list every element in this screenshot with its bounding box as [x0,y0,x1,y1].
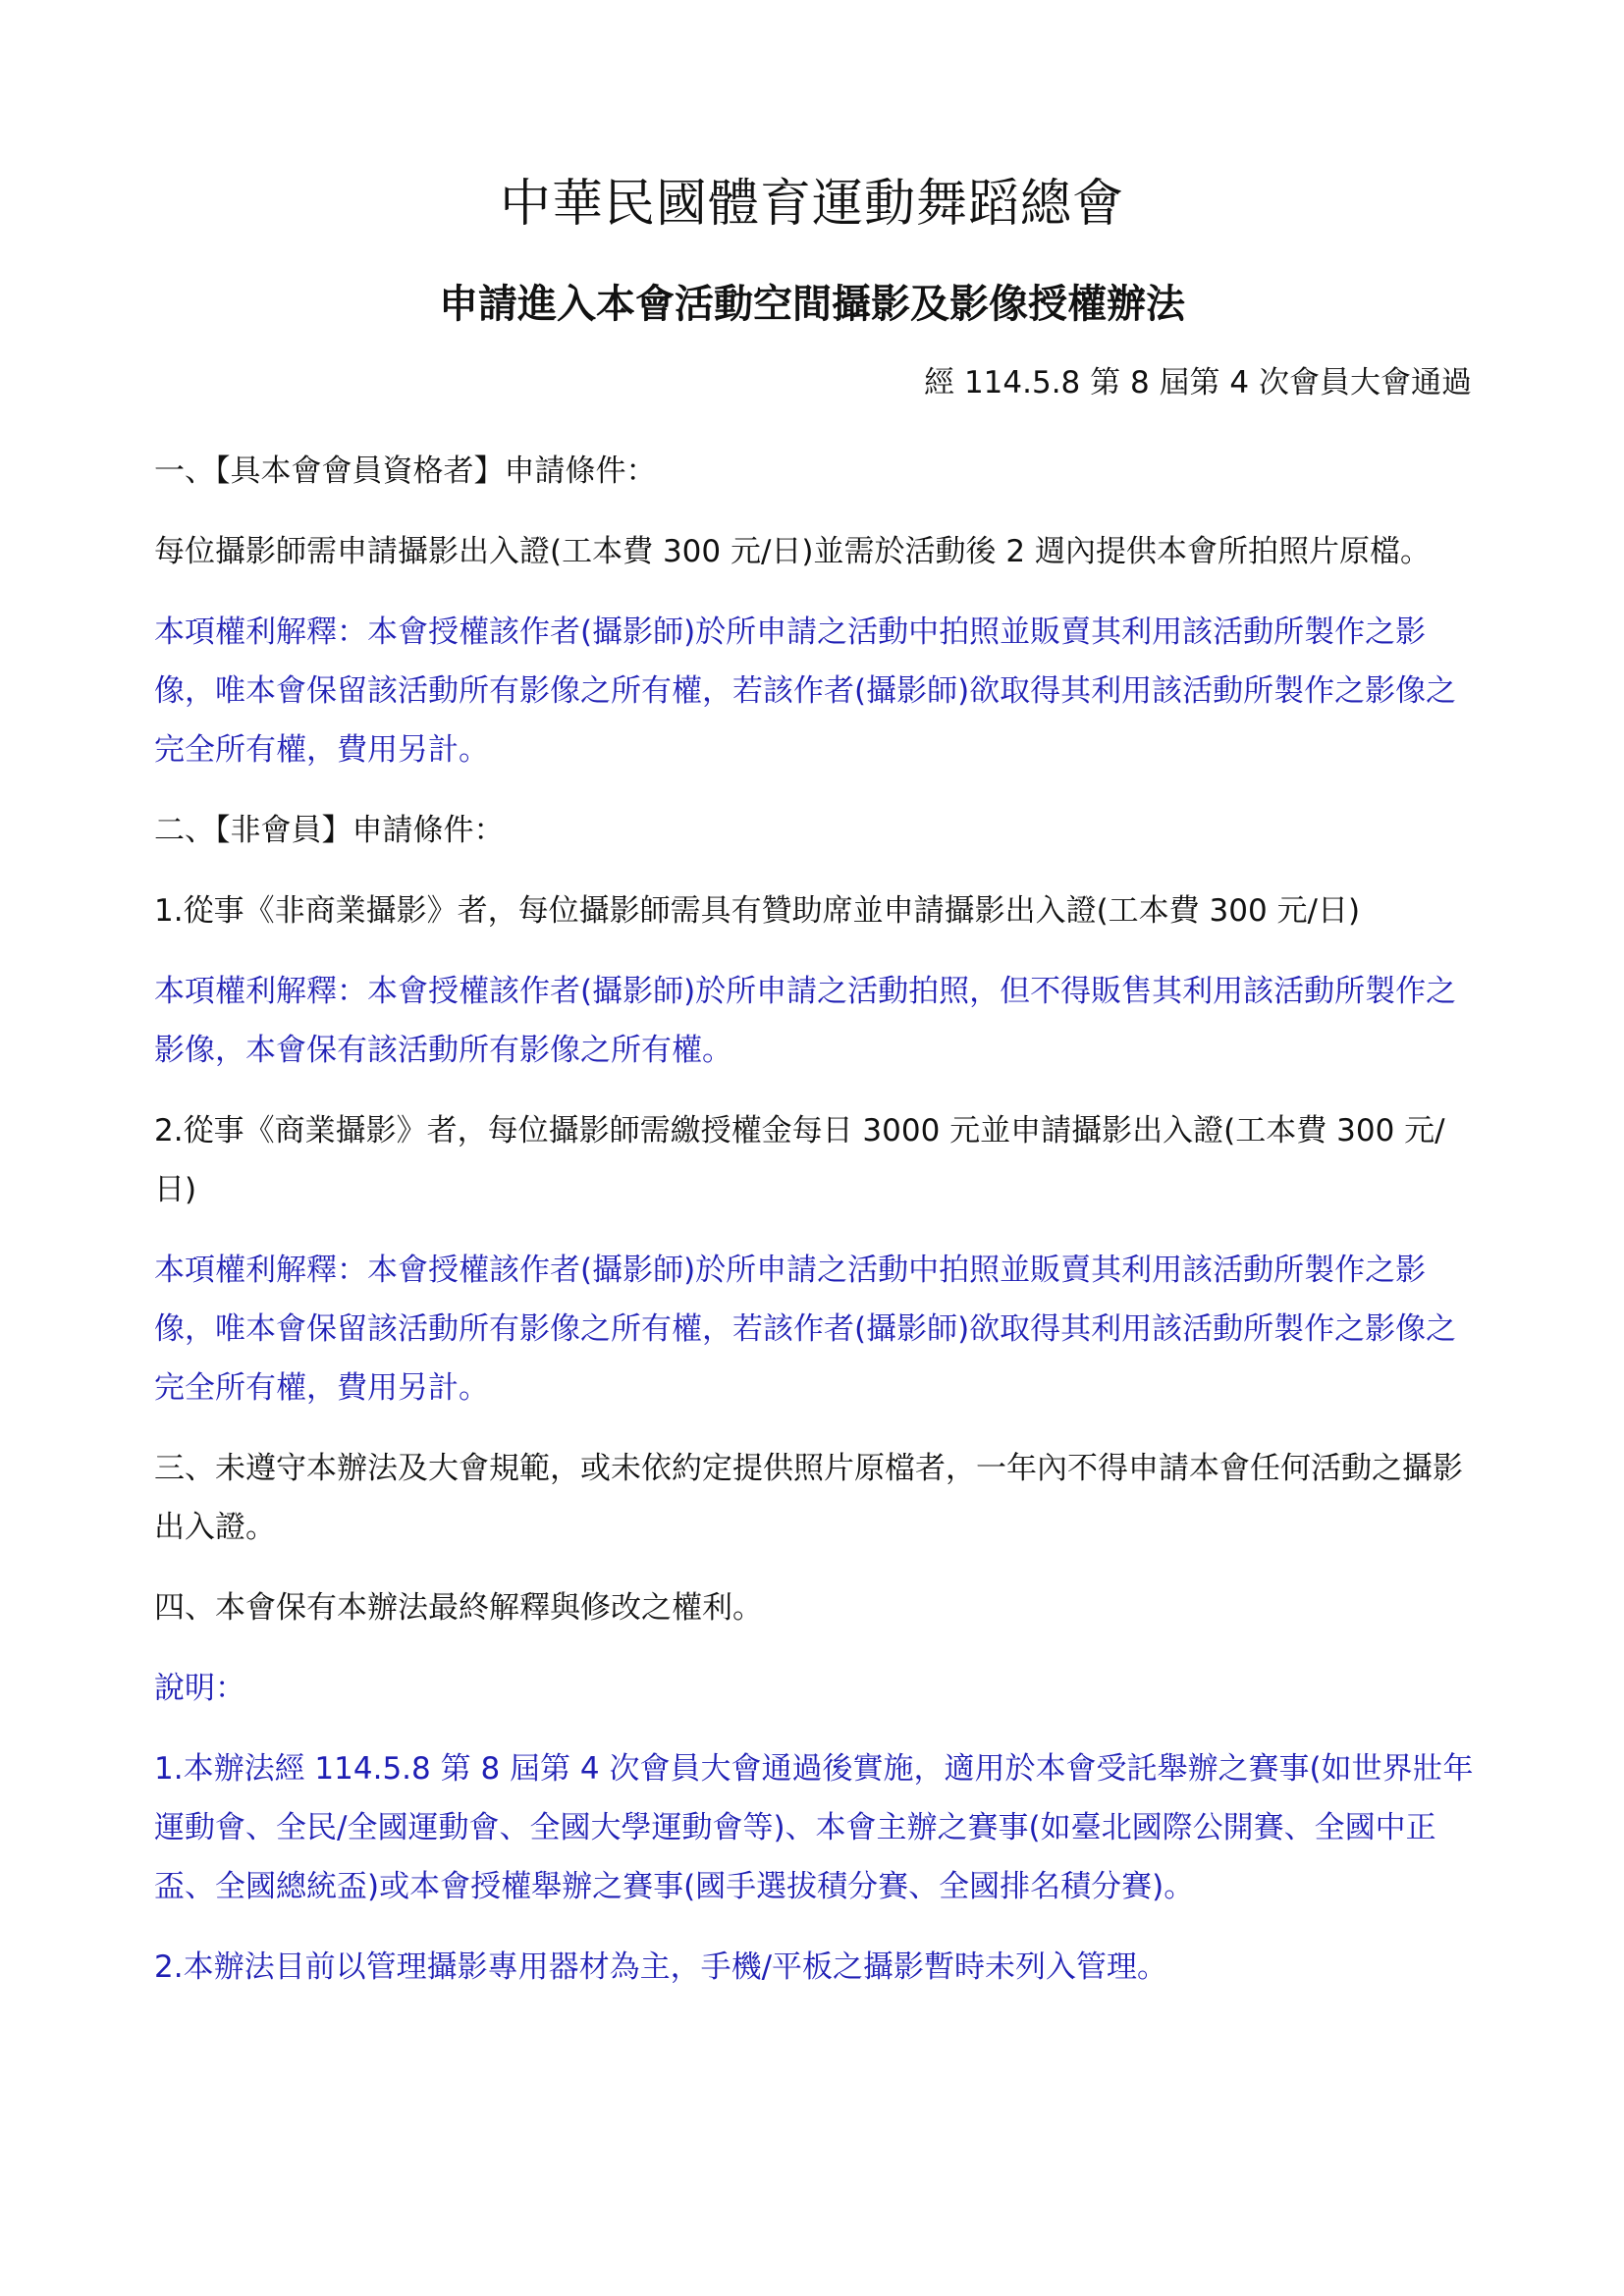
section-1-heading: 一、【具本會會員資格者】申請條件： [154,454,657,489]
note-1: 1.本辦法經 114.5.8 第 8 屆第 4 次會員大會通過後實施，適用於本會受託舉辦之賽事(如世界壯年運動會、全民/全國運動會、全國大學運動會等)、本會主辦之賽事(如臺北國際公開賽、全國中正盃、全國總統盃)或本會授權舉辦之賽事(國手選拔積分賽、全國排名積分賽)。 [154,1751,1474,1904]
note-2: 2.本辦法目前以管理攝影專用器材為主，手機/平板之攝影暫時未列入管理。 [154,1949,1168,1985]
document-body [154,442,1480,2018]
notes-heading: 說明： [154,1671,245,1706]
document-subtitle: 申請進入本會活動空間攝影及影像授權辦法 [439,282,1185,327]
section-1-rights-explanation: 本項權利解釋：本會授權該作者(攝影師)於所申請之活動中拍照並販賣其利用該活動所製作之影像，唯本會保留該活動所有影像之所有權，若該作者(攝影師)欲取得其利用該活動所製作之影像之完全所有權，費用另計。 [154,614,1457,768]
section-4-rule: 四、本會保有本辦法最終解釋與修改之權利。 [154,1590,763,1626]
document-title: 中華民國體育運動舞蹈總會 [499,175,1124,234]
section-1-condition: 每位攝影師需申請攝影出入證(工本費 300 元/日)並需於活動後 2 週內提供本會所拍照片原檔。 [154,534,1431,569]
approval-note: 經 114.5.8 第 8 屆第 4 次會員大會通過 [924,365,1472,400]
section-2-item-2: 2.從事《商業攝影》者，每位攝影師需繳授權金每日 3000 元並申請攝影出入證(工本費 300 元/日) [154,1113,1445,1207]
section-2-heading: 二、【非會員】申請條件： [154,813,505,848]
section-3-rule: 三、未遵守本辦法及大會規範，或未依約定提供照片原檔者，一年內不得申請本會任何活動之攝影出入證。 [154,1451,1463,1545]
section-2-item-1: 1.從事《非商業攝影》者，每位攝影師需具有贊助席並申請攝影出入證(工本費 300 元/日) [154,893,1361,929]
section-2-item-1-rights-explanation: 本項權利解釋：本會授權該作者(攝影師)於所申請之活動拍照，但不得販售其利用該活動所製作之影像，本會保有該活動所有影像之所有權。 [154,974,1457,1068]
section-2-item-2-rights-explanation: 本項權利解釋：本會授權該作者(攝影師)於所申請之活動中拍照並販賣其利用該活動所製作之影像，唯本會保留該活動所有影像之所有權，若該作者(攝影師)欲取得其利用該活動所製作之影像之完全所有權，費用另計。 [154,1253,1457,1406]
